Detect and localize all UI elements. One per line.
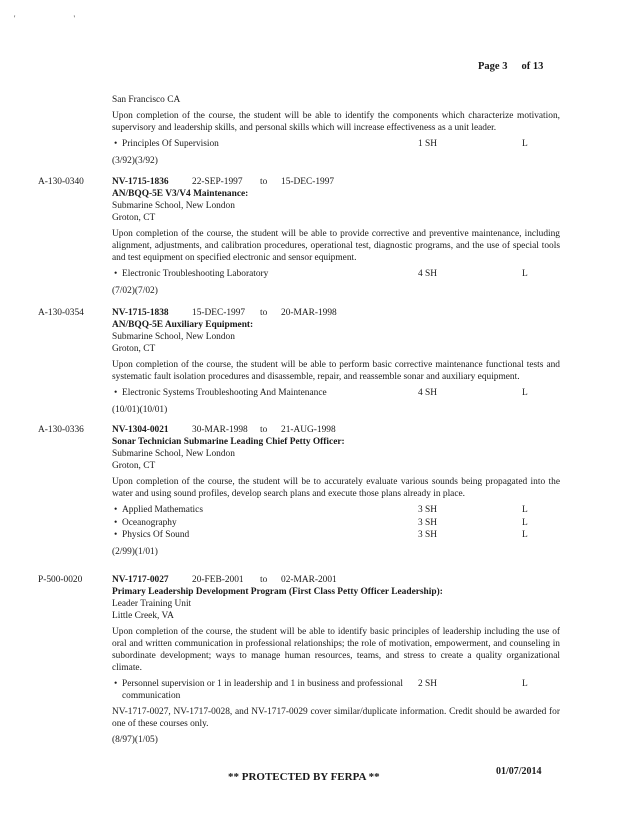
credit-subject: Principles Of Supervision bbox=[122, 139, 219, 150]
course-number: NV-1715-1836 bbox=[112, 177, 169, 187]
bullet-icon: • bbox=[114, 388, 118, 399]
credit-hours: 4 SH bbox=[418, 269, 438, 280]
credit-item bbox=[112, 387, 560, 400]
bullet-icon: • bbox=[114, 679, 118, 690]
course-title: AN/BQQ-5E Auxiliary Equipment: bbox=[112, 320, 254, 331]
course-description: Upon completion of the course, the student will be able to provide corrective and preventive maintenance, including alignment, adjustments, and calibration procedures, operational test, diagnostic programs, and the use of special tools and test equipment on specified electronic and sensor equipment. bbox=[112, 229, 560, 264]
course-description: Upon completion of the course, the student will be able to identify basic principles of leadership including the use of oral and written communication in professional relationships; the role of motivation, empowerment, and counseling in subordinate development; ways to manage human resources, teams, and stress to create a quality organizational climate. bbox=[112, 627, 560, 674]
print-date: 01/07/2014 bbox=[496, 766, 542, 777]
credit-level: L bbox=[522, 679, 528, 690]
start-date: 22-SEP-1997 bbox=[192, 177, 243, 187]
page-label: Page 3 bbox=[478, 61, 508, 72]
course-location: San Francisco CA bbox=[112, 95, 181, 105]
bullet-icon: • bbox=[114, 269, 118, 280]
course-header bbox=[112, 176, 560, 188]
ace-code: A-130-0354 bbox=[38, 308, 84, 318]
course-school: Leader Training Unit bbox=[112, 599, 192, 610]
to-label: to bbox=[260, 575, 268, 585]
credit-subject: Electronic Troubleshooting Laboratory bbox=[122, 269, 269, 280]
credit-level: L bbox=[522, 517, 528, 528]
credit-level: L bbox=[522, 269, 528, 280]
course-school: Submarine School, New London bbox=[112, 201, 235, 212]
to-label: to bbox=[260, 308, 268, 318]
credit-level: L bbox=[522, 139, 528, 150]
credit-subject: Electronic Systems Troubleshooting And Maintenance bbox=[122, 388, 327, 399]
course-header bbox=[112, 424, 560, 436]
end-date: 20-MAR-1998 bbox=[281, 308, 337, 318]
ferpa-notice: ** PROTECTED BY FERPA ** bbox=[228, 771, 380, 783]
course-number: NV-1304-0021 bbox=[112, 425, 169, 435]
credit-item bbox=[112, 529, 560, 542]
course-place: Groton, CT bbox=[112, 213, 156, 224]
course-dates: (2/99)(1/01) bbox=[112, 546, 158, 557]
course-header bbox=[112, 307, 560, 319]
course-title: Primary Leadership Development Program (First Class Petty Officer Leadership): bbox=[112, 587, 443, 598]
course-school: Submarine School, New London bbox=[112, 332, 235, 343]
page-total: of 13 bbox=[521, 61, 544, 72]
course-description: Upon completion of the course, the student will be to accurately evaluate various sounds being propagated into the water and using sound profiles, develop search plans and execute those plans already in place. bbox=[112, 477, 560, 500]
ace-code: P-500-0020 bbox=[38, 575, 83, 585]
to-label: to bbox=[260, 425, 268, 435]
end-date: 02-MAR-2001 bbox=[281, 575, 337, 585]
bullet-icon: • bbox=[114, 505, 118, 516]
ace-code: A-130-0340 bbox=[38, 177, 84, 187]
course-place: Little Creek, VA bbox=[112, 611, 174, 622]
course-title: AN/BQQ-5E V3/V4 Maintenance: bbox=[112, 189, 249, 200]
credit-item bbox=[112, 504, 560, 517]
to-label: to bbox=[260, 177, 268, 187]
top-course-block bbox=[112, 94, 560, 167]
course-dates: (7/02)(7/02) bbox=[112, 285, 158, 296]
course-dates: (10/01)(10/01) bbox=[112, 404, 168, 415]
credit-subject: Personnel supervision or 1 in leadership and 1 in business and professional communication bbox=[122, 679, 403, 702]
credit-item bbox=[112, 678, 560, 702]
credit-hours: 2 SH bbox=[418, 679, 438, 690]
start-date: 30-MAR-1998 bbox=[192, 425, 248, 435]
credit-level: L bbox=[522, 530, 528, 541]
bullet-icon: • bbox=[114, 517, 118, 528]
credit-item bbox=[112, 517, 560, 530]
course-description: Upon completion of the course, the student will be able to identify the components which characterize motivation, supervisory and leadership skills, and personal skills which will increase effectiveness as a unit leader. bbox=[112, 111, 560, 134]
credit-level: L bbox=[522, 505, 528, 516]
end-date: 21-AUG-1998 bbox=[281, 425, 336, 435]
course-number: NV-1715-1838 bbox=[112, 308, 169, 318]
scan-marks: ' ' bbox=[14, 14, 103, 23]
course-number: NV-1717-0027 bbox=[112, 575, 169, 585]
course-header bbox=[112, 574, 560, 586]
bullet-icon: • bbox=[114, 530, 118, 541]
start-date: 15-DEC-1997 bbox=[192, 308, 246, 318]
bullet-icon: • bbox=[114, 139, 118, 150]
course-title: Sonar Technician Submarine Leading Chief Petty Officer: bbox=[112, 437, 345, 448]
course-note: NV-1717-0027, NV-1717-0028, and NV-1717-0029 cover similar/duplicate information. Credit should be awarded for one of these courses only. bbox=[112, 707, 560, 730]
course-place: Groton, CT bbox=[112, 461, 156, 472]
ace-code: A-130-0336 bbox=[38, 425, 84, 435]
credit-level: L bbox=[522, 388, 528, 399]
end-date: 15-DEC-1997 bbox=[281, 177, 335, 187]
course-description: Upon completion of the course, the student will be able to perform basic corrective maintenance functional tests and systematic fault isolation procedures and disassemble, repair, and reassemble sonar and auxiliary equipment. bbox=[112, 360, 560, 383]
credit-hours: 3 SH bbox=[418, 530, 438, 541]
course-school: Submarine School, New London bbox=[112, 449, 235, 460]
credit-item bbox=[112, 138, 560, 151]
course-dates: (3/92)(3/92) bbox=[112, 155, 158, 166]
course-place: Groton, CT bbox=[112, 344, 156, 355]
page-number bbox=[478, 60, 557, 73]
credit-hours: 4 SH bbox=[418, 388, 438, 399]
credit-subject: Physics Of Sound bbox=[122, 530, 190, 541]
credit-subject: Applied Mathematics bbox=[122, 505, 203, 516]
credit-hours: 1 SH bbox=[418, 139, 438, 150]
credit-hours: 3 SH bbox=[418, 505, 438, 516]
start-date: 20-FEB-2001 bbox=[192, 575, 244, 585]
course-dates: (8/97)(1/05) bbox=[112, 735, 158, 746]
credit-item bbox=[112, 268, 560, 281]
credit-hours: 3 SH bbox=[418, 517, 438, 528]
credit-subject: Oceanography bbox=[122, 517, 177, 528]
